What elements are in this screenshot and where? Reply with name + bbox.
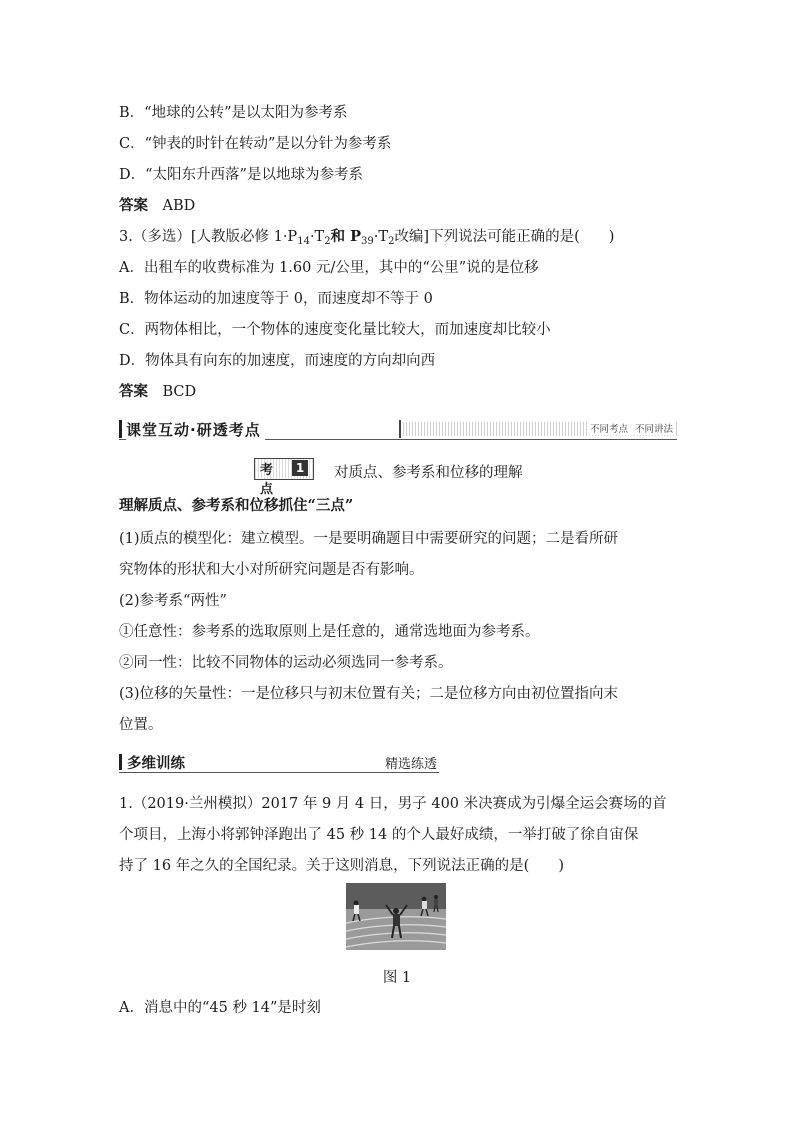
point-2b: ②同一性：比较不同物体的运动必须选同一参考系。 <box>119 655 453 671</box>
section-divider <box>399 420 401 438</box>
q3-option-a: A．出租车的收费标准为 1.60 元/公里，其中的“公里”说的是位移 <box>119 260 539 276</box>
point-1-line-2: 究物体的形状和大小对所研究问题是否有影响。 <box>119 562 424 578</box>
option-b-prev: B．“地球的公转”是以太阳为参考系 <box>119 105 348 121</box>
drill-marker <box>119 754 122 770</box>
answer-abd <box>119 196 195 216</box>
section-header <box>119 419 677 440</box>
q3-option-c: C．两物体相比，一个物体的速度变化量比较大，而加速度却比较小 <box>119 322 551 338</box>
answer-bcd <box>119 382 196 402</box>
q1-line-1: 1.（2019·兰州模拟）2017 年 9 月 4 日，男子 400 米决赛成为引爆全运会赛场的首 <box>119 796 667 812</box>
kaodian-label: 考点 <box>260 463 274 497</box>
figure-caption: 图 1 <box>382 970 412 986</box>
option-c-prev: C．“钟表的时针在转动”是以分针为参考系 <box>119 136 392 152</box>
point-1-line-1: (1)质点的模型化：建立模型。一是要明确题目中需要研究的问题；二是看所研 <box>119 531 619 547</box>
section-marker <box>119 420 122 438</box>
answer-value: BCD <box>162 384 197 400</box>
point-2a: ①任意性：参考系的选取原则上是任意的，通常选地面为参考系。 <box>119 624 540 640</box>
answer-value: ABD <box>162 198 196 214</box>
point-3-line-2: 位置。 <box>119 717 163 733</box>
section-tags: 不同考点 不同讲法 <box>588 421 675 435</box>
drill-title: 多维训练 <box>127 756 185 772</box>
drill-subtitle: 精选练透 <box>384 757 437 772</box>
q3-option-b: B．物体运动的加速度等于 0，而速度却不等于 0 <box>119 291 433 307</box>
question-3: 3.（多选）[人教版必修 $1\cdot P_{14}\cdot T_2$和 $P_{39}\cdot T_2$改编]下列说法可能正确的是( ) <box>119 228 615 247</box>
section-title: 课堂互动·研透考点 <box>126 419 265 440</box>
race-photo <box>346 883 446 950</box>
answer-label: 答案 <box>119 383 148 400</box>
q3-option-d: D．物体具有向东的加速度，而速度的方向却向西 <box>119 353 436 369</box>
q1-line-3: 持了 16 年之久的全国纪录。关于这则消息，下列说法正确的是( ) <box>119 858 564 874</box>
q1-line-2: 个项目，上海小将郭钟泽跑出了 45 秒 14 的个人最好成绩，一举打破了徐自宙保 <box>119 827 639 843</box>
option-d-prev: D．“太阳东升西落”是以地球为参考系 <box>119 167 363 183</box>
point-3-line-1: (3)位移的矢量性：一是位移只与初末位置有关；二是位移方向由初位置指向末 <box>119 686 619 702</box>
kaodian-topic: 对质点、参考系和位移的理解 <box>334 465 523 481</box>
q1-option-a: A．消息中的“45 秒 14”是时刻 <box>119 1000 321 1016</box>
content-heading: 理解质点、参考系和位移抓住“三点” <box>119 497 354 514</box>
kaodian-number: 1 <box>292 460 308 476</box>
drill-header <box>119 752 439 773</box>
answer-label: 答案 <box>119 197 148 214</box>
point-2: (2)参考系“两性” <box>119 593 227 609</box>
